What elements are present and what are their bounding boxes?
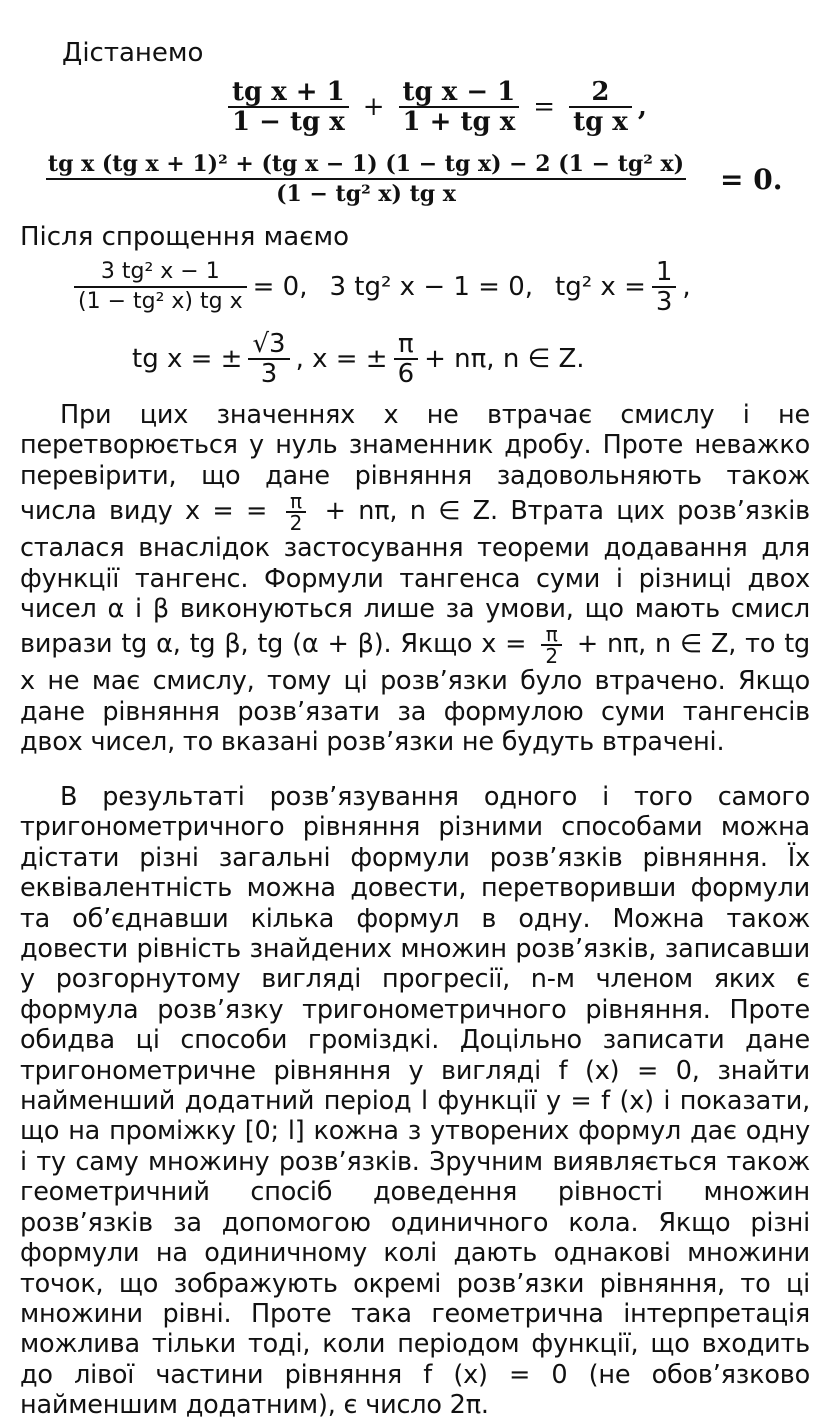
pi-over-2-b: $\frac{\pi}{2}$ [541,624,562,666]
fraction-2: $\frac{\text{tg x − 1}}{\text{1 + tg x}}$ [399,78,520,136]
paragraph-lost-solutions: При цих значеннях x не втрачає смислу і не перетворюється у нуль знаменник дробу. Проте неважко перевірити, що дане рівняння задовольняють також числа виду x = = $\frac{\pi}{2}$ + nπ, n ∈ Z. Втрата цих розв’язків сталася внаслідок застосування теореми додавання для функції тангенс. Формули тангенса суми і різниці двох чисел α і β виконуються лише за умови, що мають смисл вирази tg α, tg β, tg (α + β). Якщо x = $\frac{\pi}{2}$ + nπ, n ∈ Z, то tg x не має смислу, тому ці розв’язки було втрачено. Якщо дане рівняння розв’язати за формулою суми тангенсів двох чисел, то вказані розв’язки не будуть втрачені. [20,400,811,758]
sqrt3-over-3: $\frac{√3}{3}$ [248,330,289,388]
big-fraction: $\frac{\text{tg x (tg x + 1)² + (tg x − 1) (1 − tg x) − 2 (1 − tg² x)}}{\text{(1 − tg² x) tg x}}$ [47,151,685,207]
fraction-1: $\frac{\text{tg x + 1}}{\text{1 − tg x}}$ [228,78,349,136]
equation-simplified: $\frac{\text{3 tg² x − 1}}{\text{(1 − tg² x) tg x}}$ = 0, 3 tg² x − 1 = 0, tg² x = $\frac{1}{3}$ , [68,258,691,316]
simplified-fraction: $\frac{\text{3 tg² x − 1}}{\text{(1 − tg² x) tg x}}$ [74,258,247,316]
one-third-fraction: $\frac{1}{3}$ [652,258,677,316]
equation-common-denominator: $\frac{\text{tg x (tg x + 1)² + (tg x − 1) (1 − tg x) − 2 (1 − tg² x)}}{\text{(1 − tg² x) tg x}}$ = 0. [47,151,783,207]
simplify-text: Після спрощення маємо [20,222,350,252]
pi-over-6: $\frac{\pi}{6}$ [394,330,419,388]
fraction-3: $\frac{2}{\text{tg x}}$ [569,78,632,136]
paragraph-equivalence: В результаті розв’язування одного і того самого тригонометричного рівняння різними способами можна дістати різні загальні формули розв’язків рівняння. Їх еквівалентність можна довести, перетворивши формули та об’єднавши кілька формул в одну. Можна також довести рівність знайдених множин розв’язків, записавши у розгорнутому вигляді прогресії, n-м членом яких є формула розв’язку тригонометричного рівняння. Проте обидва ці способи громіздкі. Доцільно записати дане тригонометричне рівняння у вигляді f (x) = 0, знайти найменший додатний період l функції y = f (x) і показати, що на проміжку [0; l] кожна з утворених формул дає одну і ту саму множину розв’язків. Зручним виявляється також геометричний спосіб доведення рівності множин розв’язків за допомогою одиничного кола. Якщо різні формули на одиничному колі дають однакові множини точок, що зображують окремі розв’язки рівняння, то ці множини рівні. Проте така геометрична інтерпретація можлива тільки тоді, коли періодом функції, що входить до лівої частини рівняння f (x) = 0 (не обов’язково найменшим додатним), є число 2π. [20,782,810,1421]
intro-text: Дістанемо [62,38,204,68]
pi-over-2-a: $\frac{\pi}{2}$ [286,491,307,533]
equation-sum-of-fractions: $\frac{\text{tg x + 1}}{\text{1 − tg x}}$ + $\frac{\text{tg x − 1}}{\text{1 + tg x}}$ = $\frac{2}{\text{tg x}}$ , [222,78,647,136]
equation-solution: tg x = ± $\frac{√3}{3}$ , x = ± $\frac{\pi}{6}$ + nπ, n ∈ Z. [132,329,585,389]
